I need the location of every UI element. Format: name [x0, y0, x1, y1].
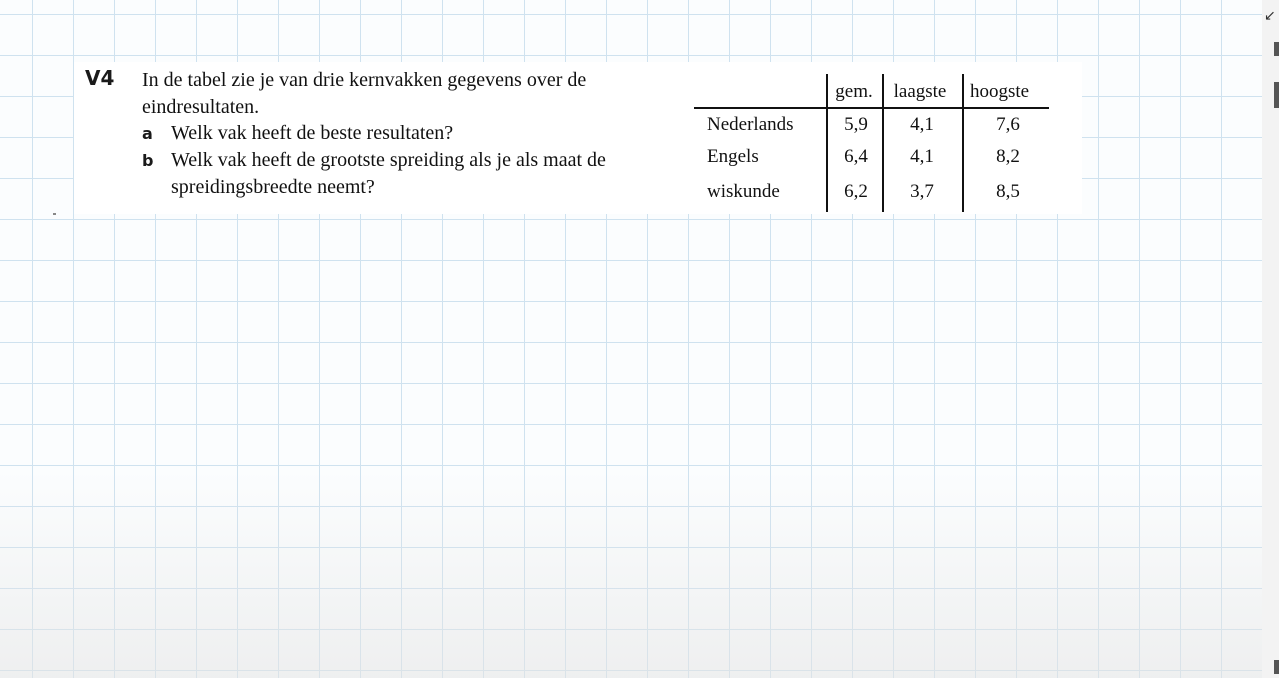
- table-header-rule: [694, 107, 1049, 109]
- table-cell: 6,4: [844, 146, 868, 167]
- scroll-mark: [1274, 42, 1279, 56]
- subquestion-b-line1: Welk vak heeft de grootste spreiding als je als maat de: [171, 149, 606, 171]
- table-cell: 8,2: [996, 146, 1020, 167]
- table-cell: 4,1: [910, 114, 934, 135]
- question-intro-line1: In de tabel zie je van drie kernvakken gegevens over de: [142, 69, 587, 91]
- table-row-label: Engels: [707, 146, 759, 167]
- subquestion-a-letter: a: [142, 124, 153, 143]
- table-cell: 3,7: [910, 181, 934, 202]
- scroll-mark-bottom: [1274, 660, 1279, 674]
- table-cell: 5,9: [844, 114, 868, 135]
- subquestion-a-text: Welk vak heeft de beste resultaten?: [171, 122, 454, 144]
- table-header-laagste: laagste: [893, 81, 947, 102]
- stray-mark: [53, 213, 56, 215]
- question-number: V4: [85, 66, 115, 90]
- table-cell: 6,2: [844, 181, 868, 202]
- table-header-hoogste: hoogste: [970, 81, 1030, 102]
- table-row-label: Nederlands: [707, 114, 794, 135]
- question-intro-line2: eindresultaten.: [142, 96, 260, 118]
- subquestion-b-letter: b: [142, 151, 154, 170]
- table-cell: 4,1: [910, 146, 934, 167]
- table-cell: 7,6: [996, 114, 1020, 135]
- bottom-shade: [0, 470, 1279, 678]
- table-row-label: wiskunde: [707, 181, 780, 202]
- table-header-gem: gem.: [835, 81, 873, 102]
- table-divider-laagste: [962, 74, 964, 212]
- subquestion-b-line2: spreidingsbreedte neemt?: [171, 176, 375, 198]
- table-cell: 8,5: [996, 181, 1020, 202]
- resize-icon[interactable]: ↙: [1264, 8, 1276, 24]
- scrollbar-thumb[interactable]: [1274, 82, 1279, 108]
